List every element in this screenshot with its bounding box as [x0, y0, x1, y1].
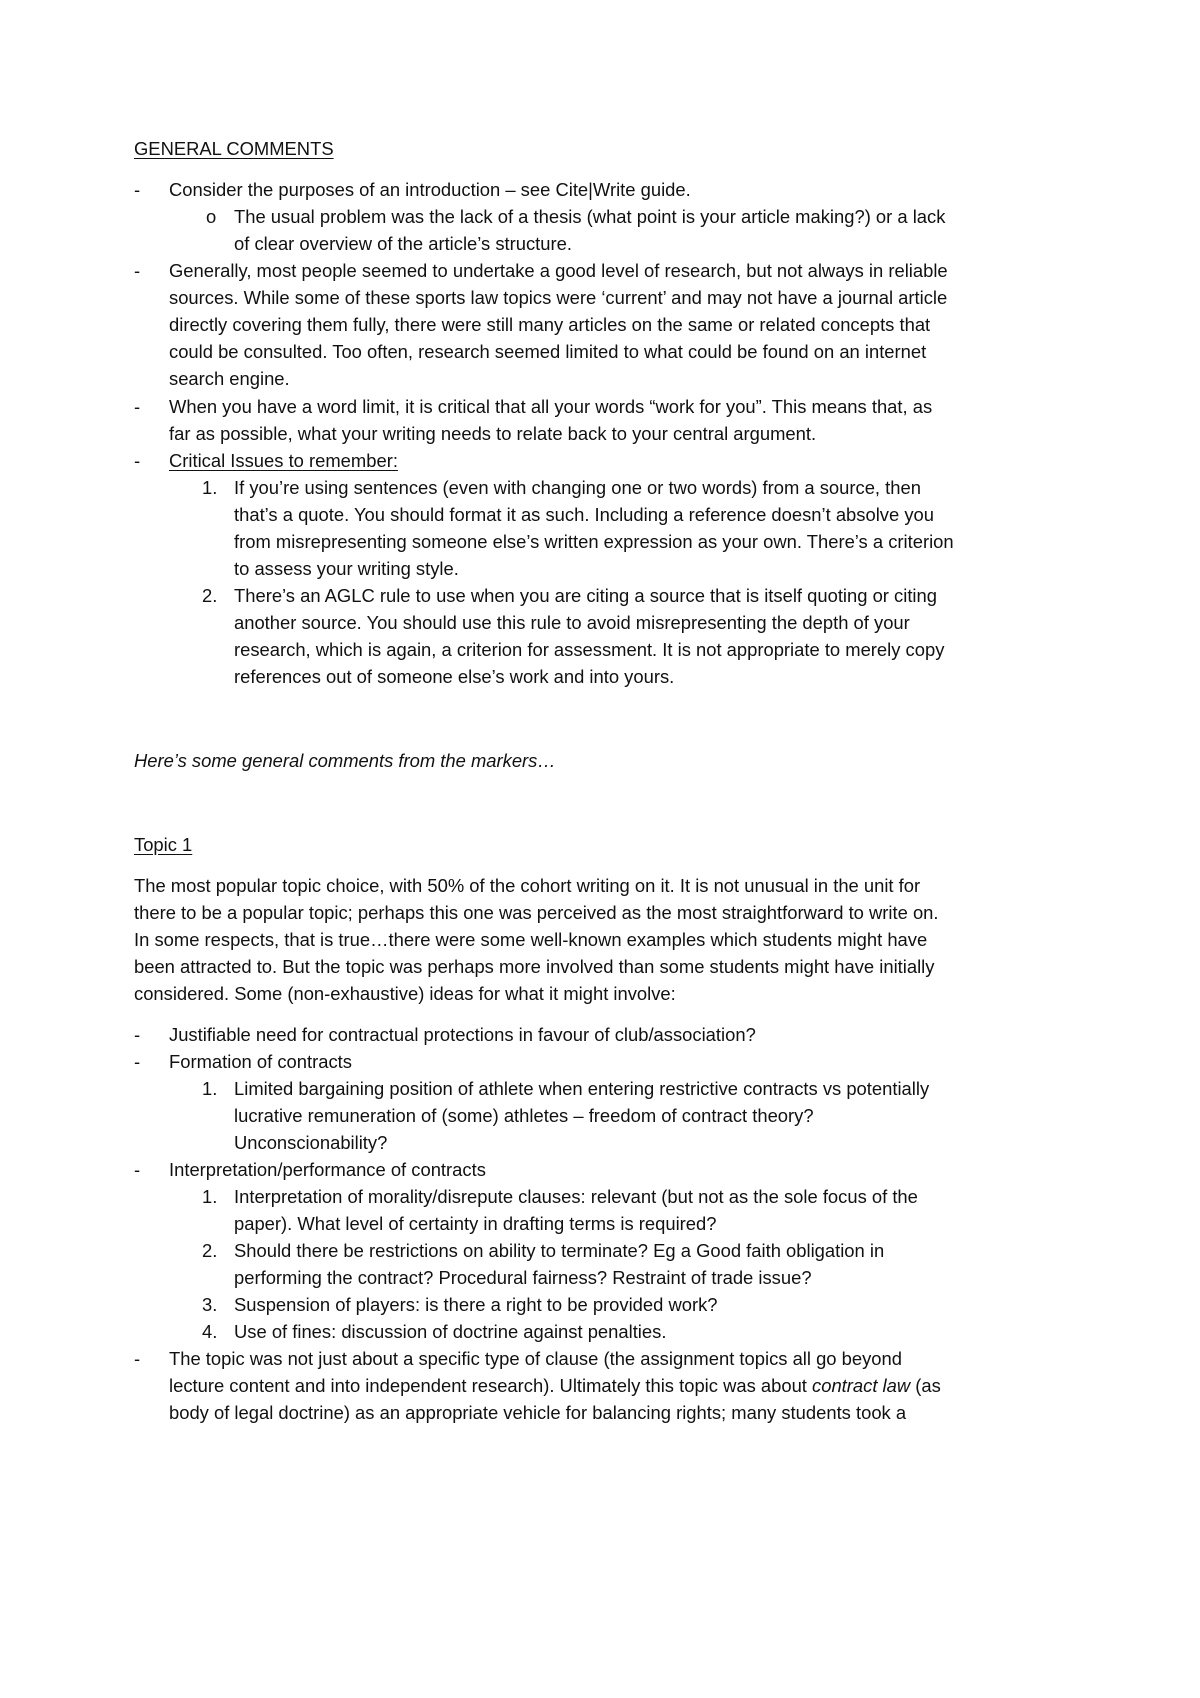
list-number: 1. — [202, 1078, 218, 1099]
general-bullet-intro: Consider the purposes of an introduction – see Cite|Write guide. — [169, 179, 691, 200]
general-bullet-research-line3: directly covering them fully, there were still many articles on the same or related concepts that — [169, 314, 931, 335]
topic-1-bullet-scope-line2 — [169, 1375, 941, 1397]
topic-1-para-line1: The most popular topic choice, with 50% of the cohort writing on it. It is not unusual in the unit for — [134, 875, 921, 896]
topic-1-bullet-interpretation: Interpretation/performance of contracts — [169, 1159, 486, 1180]
interpretation-item-4: Use of fines: discussion of doctrine against penalties. — [234, 1321, 667, 1342]
topic-1-para-line4: been attracted to. But the topic was perhaps more involved than some students might have initially — [134, 956, 935, 977]
formation-item-1-line2: lucrative remuneration of (some) athletes – freedom of contract theory? — [234, 1105, 814, 1126]
bullet-marker: - — [134, 260, 141, 281]
general-bullet-research-line2: sources. While some of these sports law topics were ‘current’ and may not have a journal article — [169, 287, 948, 308]
critical-issue-2-line4: references out of someone else’s work and into yours. — [234, 666, 675, 687]
critical-issue-1-line4: to assess your writing style. — [234, 558, 459, 579]
contract-law-emphasis: contract law — [812, 1375, 911, 1396]
sub-bullet-thesis-line2: of clear overview of the article’s structure. — [234, 233, 572, 254]
interpretation-item-1-line1: Interpretation of morality/disrepute clauses: relevant (but not as the sole focus of the — [234, 1186, 918, 1207]
critical-issue-2-line3: research, which is again, a criterion for assessment. It is not appropriate to merely copy — [234, 639, 945, 660]
general-bullet-wordlimit-line1: When you have a word limit, it is critical that all your words “work for you”. This means that, as — [169, 396, 933, 417]
bullet-marker: - — [134, 1348, 141, 1369]
interpretation-item-3: Suspension of players: is there a right to be provided work? — [234, 1294, 718, 1315]
scope-line2-text: lecture content and into independent research). Ultimately this topic was about — [169, 1375, 813, 1396]
topic-1-bullet-formation: Formation of contracts — [169, 1051, 352, 1072]
formation-item-1-line3: Unconscionability? — [234, 1132, 388, 1153]
topic-1-bullet-scope-line3: body of legal doctrine) as an appropriate vehicle for balancing rights; many students took a — [169, 1402, 907, 1423]
bullet-marker: - — [134, 396, 141, 417]
formation-item-1-line1: Limited bargaining position of athlete when entering restrictive contracts vs potentially — [234, 1078, 930, 1099]
topic-1-bullet-justifiable: Justifiable need for contractual protections in favour of club/association? — [169, 1024, 756, 1045]
page-heading: GENERAL COMMENTS — [134, 138, 334, 159]
general-bullet-research-line1: Generally, most people seemed to undertake a good level of research, but not always in reliable — [169, 260, 948, 281]
bullet-marker: - — [134, 450, 141, 471]
topic-1-title: Topic 1 — [134, 834, 193, 855]
scope-line2-tail: (as — [910, 1375, 941, 1396]
list-number: 2. — [202, 585, 218, 606]
topic-1-bullet-scope-line1: The topic was not just about a specific type of clause (the assignment topics all go beyond — [169, 1348, 902, 1369]
interpretation-item-1-line2: paper). What level of certainty in drafting terms is required? — [234, 1213, 717, 1234]
bullet-marker: - — [134, 179, 141, 200]
sub-bullet-thesis-line1: The usual problem was the lack of a thesis (what point is your article making?) or a lack — [234, 206, 946, 227]
topic-1-para-line2: there to be a popular topic; perhaps this one was perceived as the most straightforward to write on. — [134, 902, 939, 923]
bullet-marker: - — [134, 1024, 141, 1045]
topic-1-para-line3: In some respects, that is true…there were some well-known examples which students might have — [134, 929, 928, 950]
critical-issue-2-line2: another source. You should use this rule to avoid misrepresenting the depth of your — [234, 612, 910, 633]
interpretation-item-2-line2: performing the contract? Procedural fairness? Restraint of trade issue? — [234, 1267, 812, 1288]
interpretation-item-2-line1: Should there be restrictions on ability to terminate? Eg a Good faith obligation in — [234, 1240, 885, 1261]
list-number: 2. — [202, 1240, 218, 1261]
bullet-marker: - — [134, 1051, 141, 1072]
list-number: 1. — [202, 1186, 218, 1207]
general-bullet-wordlimit-line2: far as possible, what your writing needs to relate back to your central argument. — [169, 423, 817, 444]
bullet-marker: - — [134, 1159, 141, 1180]
general-bullet-research-line4: could be consulted. Too often, research seemed limited to what could be found on an internet — [169, 341, 927, 362]
critical-issue-2-line1: There’s an AGLC rule to use when you are citing a source that is itself quoting or citing — [234, 585, 937, 606]
critical-issue-1-line2: that’s a quote. You should format it as such. Including a reference doesn’t absolve you — [234, 504, 934, 525]
list-number: 1. — [202, 477, 218, 498]
critical-issue-1-line3: from misrepresenting someone else’s written expression as your own. There’s a criterion — [234, 531, 954, 552]
markers-intro: Here’s some general comments from the markers… — [134, 750, 556, 771]
critical-issue-1-line1: If you’re using sentences (even with changing one or two words) from a source, then — [234, 477, 921, 498]
list-number: 3. — [202, 1294, 218, 1315]
sub-bullet-marker: o — [206, 206, 217, 227]
list-number: 4. — [202, 1321, 218, 1342]
general-bullet-research-line5: search engine. — [169, 368, 290, 389]
critical-issues-heading: Critical Issues to remember: — [169, 450, 398, 471]
topic-1-para-line5: considered. Some (non-exhaustive) ideas for what it might involve: — [134, 983, 676, 1004]
